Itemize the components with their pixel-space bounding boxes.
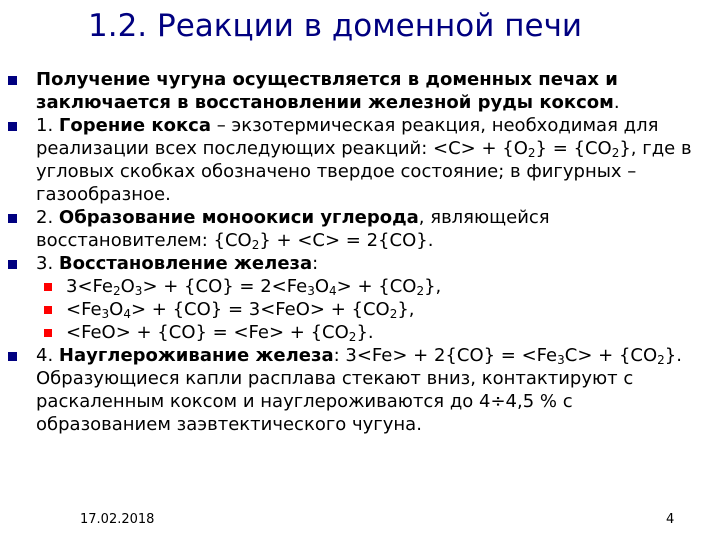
- bullet-item-coke-combustion: [8, 114, 713, 206]
- slide-content: [8, 68, 713, 436]
- item-text: }, где в угловых скобках обозначено твердое состояние; в фигурных – газообразное.: [36, 138, 692, 205]
- formula-text: > + {CO} = 3<FeO> + {CO: [130, 299, 390, 320]
- formula-text: },: [424, 276, 442, 297]
- formula-text: O: [109, 299, 124, 320]
- reaction-item: [8, 275, 713, 298]
- item-text: – экзотермическая реакция, необходимая для реализации всех последующих реакций: <С> + {O: [36, 115, 659, 159]
- subscript: 4: [123, 307, 131, 321]
- subscript: 4: [329, 284, 337, 298]
- subscript: 2: [416, 284, 425, 298]
- bullet-item-carburization: [8, 344, 713, 436]
- subscript: 3: [101, 307, 110, 321]
- item-text: } + <C> = 2{CO}.: [259, 230, 434, 251]
- footer-date: 17.02.2018: [80, 512, 155, 527]
- item-number: 2.: [36, 207, 59, 228]
- item-text: } = {CO: [535, 138, 612, 159]
- item-text: C> + {CO: [564, 345, 658, 366]
- subscript: 2: [657, 353, 665, 367]
- subscript: 2: [527, 146, 536, 160]
- item-number: 3.: [36, 253, 59, 274]
- subscript: 3: [307, 284, 315, 298]
- red-square-bullet-icon: [44, 306, 52, 314]
- bullet-item-intro: [8, 68, 713, 114]
- subscript: 2: [389, 307, 398, 321]
- reaction-item: [8, 298, 713, 321]
- square-bullet-icon: [8, 260, 17, 269]
- subscript: 2: [251, 238, 260, 252]
- subscript: 2: [112, 284, 121, 298]
- item-text: , являющейся восстановителем: {СО: [36, 207, 550, 251]
- reaction-item: [8, 321, 713, 344]
- formula-text: <Fe: [66, 299, 102, 320]
- intro-bold-text: Получение чугуна осуществляется в доменных печах и заключается в восстановлении железной руды коксом: [36, 69, 618, 113]
- formula-text: O: [314, 276, 330, 297]
- square-bullet-icon: [8, 76, 17, 85]
- item-heading: Науглероживание железа: [58, 345, 334, 366]
- item-heading: Горение кокса: [58, 115, 211, 136]
- item-number: 1.: [36, 115, 59, 136]
- bullet-item-iron-reduction: [8, 252, 713, 275]
- red-square-bullet-icon: [44, 283, 52, 291]
- item-text: }. Образующиеся капли расплава стекают вниз, контактируют с раскаленным коксом и науглероживаются до 4÷4,5 % с образованием заэвтектического чугуна.: [36, 345, 682, 435]
- bullet-item-co-formation: [8, 206, 713, 252]
- page-number: 4: [666, 512, 675, 527]
- red-square-bullet-icon: [44, 329, 52, 337]
- formula-text: 3<Fe: [66, 276, 113, 297]
- square-bullet-icon: [8, 352, 17, 361]
- formula-text: > + {CO: [336, 276, 417, 297]
- slide-title: 1.2. Реакции в доменной печи: [88, 8, 583, 44]
- subscript: 3: [134, 284, 143, 298]
- subscript: 2: [611, 146, 620, 160]
- subscript: 3: [557, 353, 565, 367]
- square-bullet-icon: [8, 122, 17, 131]
- item-number: 4.: [36, 345, 59, 366]
- item-text: :: [312, 253, 319, 274]
- formula-text: }.: [356, 322, 374, 343]
- formula-text: },: [397, 299, 415, 320]
- formula-text: O: [120, 276, 135, 297]
- intro-text: .: [613, 92, 620, 113]
- subscript: 2: [348, 330, 357, 344]
- item-heading: Образование моноокиси углерода: [58, 207, 419, 228]
- formula-text: > + {CO} = 2<Fe: [142, 276, 308, 297]
- formula-text: <FeO> + {CO} = <Fe> + {CO: [66, 322, 349, 343]
- item-heading: Восстановление железа: [58, 253, 313, 274]
- square-bullet-icon: [8, 214, 17, 223]
- item-text: : 3<Fe> + 2{CO} = <Fe: [333, 345, 558, 366]
